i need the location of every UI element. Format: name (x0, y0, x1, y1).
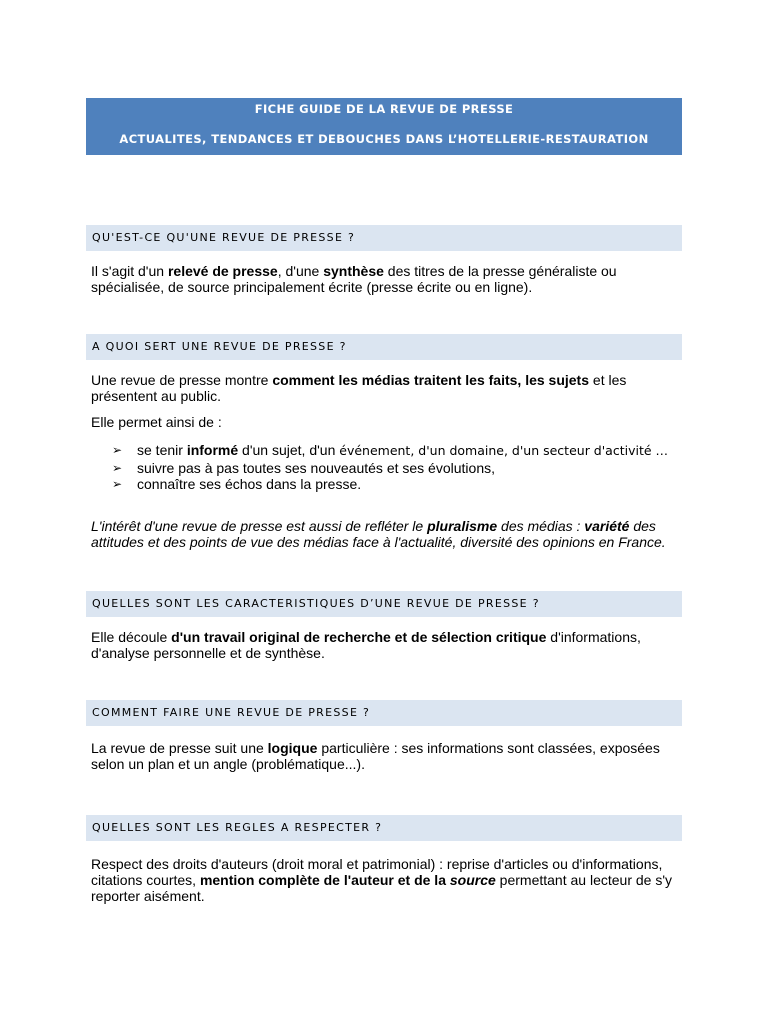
section-characteristics-text: Elle découle d'un travail original de recherche et de sélection critique d'informations, d'analyse personnelle et de synthèse. (91, 629, 641, 661)
list-item: ➢ suivre pas à pas toutes ses nouveautés et ses évolutions, (112, 459, 495, 476)
purpose-bullet-list (112, 442, 682, 493)
section-heading-rules: QUELLES SONT LES REGLES A RESPECTER ? (86, 815, 682, 841)
section-purpose-note: L'intérêt d'une revue de presse est aussi de refléter le pluralisme des médias : variété des attitudes et des points de vue des médias face à l'actualité, diversité des opinions en France. (91, 518, 666, 550)
title-banner (86, 98, 682, 155)
arrow-bullet-icon: ➢ (112, 460, 123, 475)
section-heading-method: COMMENT FAIRE UNE REVUE DE PRESSE ? (86, 700, 682, 726)
section-heading-purpose: A QUOI SERT UNE REVUE DE PRESSE ? (86, 334, 682, 360)
section-method-text: La revue de presse suit une logique particulière : ses informations sont classées, exposées selon un plan et un angle (problématique...). (91, 740, 660, 772)
document-title: FICHE GUIDE DE LA REVUE DE PRESSE (254, 102, 514, 116)
section-heading-definition: QU'EST-CE QU'UNE REVUE DE PRESSE ? (86, 225, 682, 251)
section-heading-characteristics: QUELLES SONT LES CARACTERISTIQUES D’UNE REVUE DE PRESSE ? (86, 591, 682, 617)
arrow-bullet-icon: ➢ (112, 443, 123, 457)
section-definition-text: Il s'agit d'un relevé de presse, d'une synthèse des titres de la presse généraliste ou spécialisée, de source principalement écrite (presse écrite ou en ligne). (91, 263, 617, 295)
list-item: ➢ connaître ses échos dans la presse. (112, 476, 362, 492)
list-item: ➢ se tenir informé d'un sujet, d'un événement, d'un domaine, d'un secteur d'activité … (112, 442, 669, 458)
document-subtitle: ACTUALITES, TENDANCES ET DEBOUCHES DANS L’HOTELLERIE-RESTAURATION (119, 132, 649, 146)
section-rules-text: Respect des droits d'auteurs (droit moral et patrimonial) : reprise d'articles ou d'informations, citations courtes, mention complète de l'auteur et de la source permettant au lecteur de s'y reporter aisément. (91, 856, 673, 904)
section-purpose-intro: Elle permet ainsi de : (91, 414, 222, 430)
section-purpose-text: Une revue de presse montre comment les médias traitent les faits, les sujets et les présentent au public. (91, 372, 627, 404)
arrow-bullet-icon: ➢ (112, 477, 123, 491)
